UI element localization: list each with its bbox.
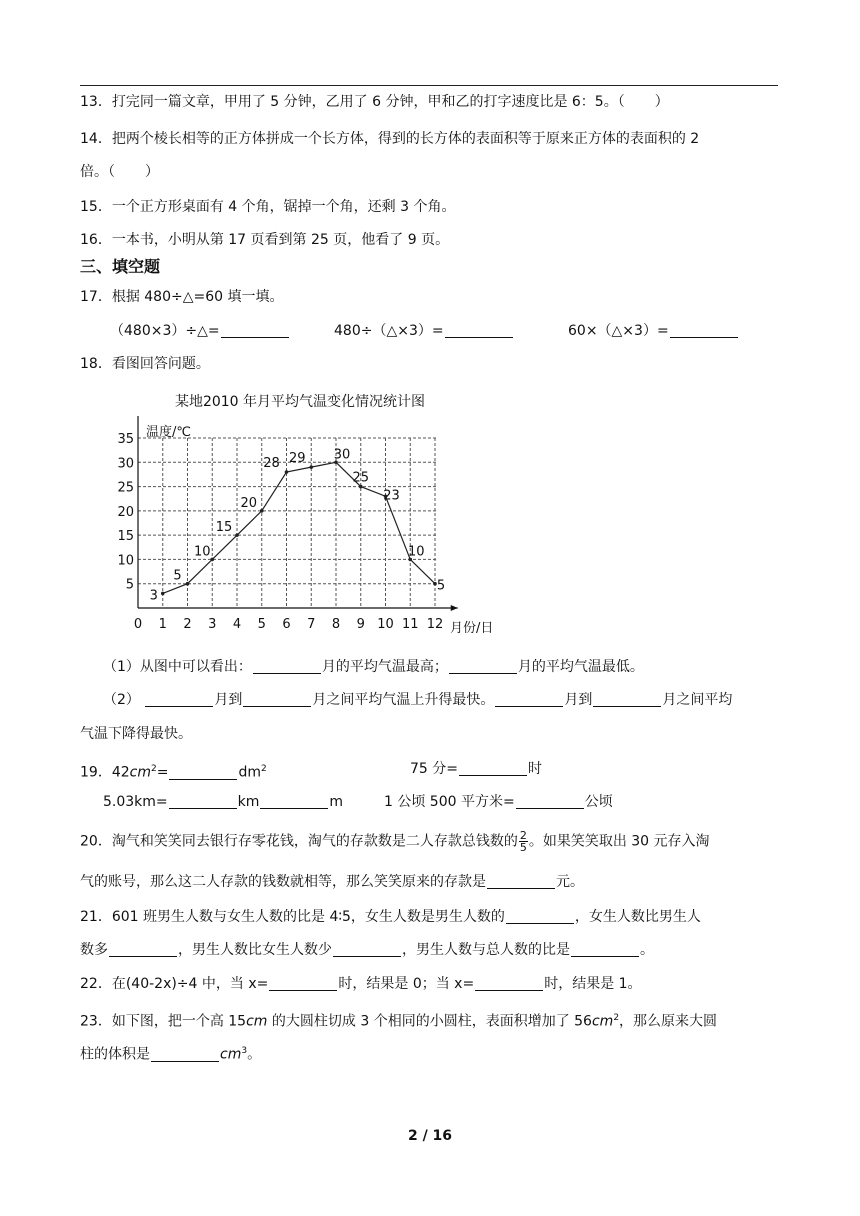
question-19-row2-a xyxy=(103,792,343,812)
text: 月之间平均气温上升得最快。 xyxy=(312,692,495,708)
data-point xyxy=(285,470,289,474)
q18-part-2 xyxy=(103,690,732,710)
question-20-cont xyxy=(80,872,584,892)
unit: cm xyxy=(129,764,151,781)
question-19-row2-b xyxy=(384,792,613,812)
question-number: 18． xyxy=(80,356,112,372)
text: 元。 xyxy=(556,874,584,890)
question-number: 20． xyxy=(80,833,112,850)
question-number: 15． xyxy=(80,199,112,215)
text: 月的平均气温最高； xyxy=(321,659,448,675)
answer-blank[interactable] xyxy=(459,761,527,776)
q17-part-a xyxy=(110,321,290,341)
question-number: 14． xyxy=(80,131,112,147)
q18-part-2-cont xyxy=(80,724,192,744)
text: 时，结果是 0；当 x= xyxy=(338,976,475,992)
data-label: 5 xyxy=(436,578,446,594)
q17-part-b xyxy=(334,321,514,341)
answer-blank[interactable] xyxy=(145,692,213,707)
question-text: 倍。（ xyxy=(80,164,115,180)
page-number: 2 / 16 xyxy=(407,1128,453,1144)
y-tick-label: 20 xyxy=(117,504,134,520)
answer-blank[interactable] xyxy=(670,323,738,338)
y-tick-label: 10 xyxy=(117,553,134,569)
data-point xyxy=(235,533,239,537)
question-17 xyxy=(80,287,284,307)
text: ，男生人数比女生人数少 xyxy=(178,942,332,958)
section-heading: 三、填空题 xyxy=(80,257,161,276)
grid xyxy=(138,438,437,608)
unit: 时 xyxy=(528,761,542,777)
answer-blank[interactable] xyxy=(333,942,401,957)
text: 月的平均气温最低。 xyxy=(517,659,644,675)
text: 75 分= xyxy=(410,761,458,777)
text: 月到 xyxy=(564,692,593,708)
y-tick-label: 15 xyxy=(117,529,134,545)
text: 气的账号，那么这二人存款的钱数就相等，那么笑笑原来的存款是 xyxy=(80,874,486,890)
x-tick-label: 5 xyxy=(257,617,266,632)
expression: （480×3）÷△= xyxy=(110,323,220,339)
data-label: 30 xyxy=(333,447,351,463)
text: 柱的体积是 xyxy=(80,1046,150,1063)
text: 气温下降得最快。 xyxy=(80,726,192,742)
data-point xyxy=(186,582,190,586)
question-text: 根据 480÷△=60 填一填。 xyxy=(111,289,284,305)
question-number: 22． xyxy=(80,976,112,992)
superscript: 2 xyxy=(261,764,267,774)
answer-blank[interactable] xyxy=(571,942,639,957)
answer-blank[interactable] xyxy=(169,794,237,809)
answer-blank[interactable] xyxy=(495,692,563,707)
unit: cm xyxy=(591,1013,614,1030)
series xyxy=(150,447,446,603)
x-tick-label: 1 xyxy=(158,617,167,632)
text: （1）从图中可以看出： xyxy=(103,659,252,675)
text: （2） xyxy=(103,692,140,708)
unit: cm xyxy=(220,1046,242,1063)
question-14-cont xyxy=(80,162,159,182)
unit: 公顷 xyxy=(584,794,613,810)
question-number: 17． xyxy=(80,289,112,305)
x-tick-label: 10 xyxy=(377,617,394,632)
question-21 xyxy=(80,907,701,927)
data-label: 29 xyxy=(288,451,306,467)
data-label: 20 xyxy=(240,495,258,511)
x-tick-label: 11 xyxy=(401,617,419,632)
y-tick-label: 35 xyxy=(117,432,134,447)
x-tick-label: 8 xyxy=(331,617,341,632)
paren-close: ） xyxy=(145,164,159,180)
text: ，女生人数比男生人 xyxy=(574,909,701,925)
answer-blank[interactable] xyxy=(109,942,177,957)
x-tick-label: 7 xyxy=(307,617,316,632)
answer-blank[interactable] xyxy=(475,976,543,991)
series-line xyxy=(163,462,435,593)
text: 月之间平均 xyxy=(662,692,733,708)
top-rule xyxy=(80,85,778,86)
answer-blank[interactable] xyxy=(506,909,574,924)
answer-blank[interactable] xyxy=(449,659,517,674)
x-tick-label: 6 xyxy=(282,617,291,632)
question-number: 19． xyxy=(80,764,112,781)
answer-blank[interactable] xyxy=(445,323,513,338)
question-18 xyxy=(80,354,210,374)
y-tick-label: 25 xyxy=(117,480,134,496)
unit: m xyxy=(329,794,344,810)
answer-blank[interactable] xyxy=(169,765,237,780)
data-label: 3 xyxy=(149,588,158,604)
superscript: 3 xyxy=(241,1046,248,1056)
question-23-cont xyxy=(80,1041,261,1065)
text: 在(40-2x)÷4 中，当 x= xyxy=(111,976,269,992)
question-text: 一本书，小明从第 17 页看到第 25 页，他看了 9 页。 xyxy=(111,232,450,248)
text: 。 xyxy=(640,942,654,958)
answer-blank[interactable] xyxy=(269,976,337,991)
q18-part-1 xyxy=(103,657,644,677)
data-label: 25 xyxy=(352,470,370,486)
answer-blank[interactable] xyxy=(151,1047,219,1062)
text: 月到 xyxy=(214,692,243,708)
numerator: 2 xyxy=(519,829,527,842)
x-axis-label: 月份/日 xyxy=(450,621,494,636)
question-number: 16． xyxy=(80,232,112,248)
x-tick-label: 4 xyxy=(232,617,242,632)
q17-part-c xyxy=(568,321,739,341)
y-tick-label: 5 xyxy=(125,577,134,593)
data-point xyxy=(161,592,165,596)
superscript: 2 xyxy=(151,764,157,774)
y-tick-label: 30 xyxy=(117,456,134,472)
data-label: 5 xyxy=(173,568,182,584)
text: 的大圆柱切成 3 个相同的小圆柱，表面积增加了 56 xyxy=(267,1013,592,1030)
answer-blank[interactable] xyxy=(253,659,321,674)
text: ，那么原来大圆 xyxy=(619,1013,718,1030)
data-label: 10 xyxy=(407,544,425,560)
paren-close: ） xyxy=(654,94,669,110)
question-19-row1-a xyxy=(80,759,267,783)
text: = xyxy=(156,764,169,781)
text: 如下图，把一个高 15 xyxy=(111,1013,247,1030)
fraction xyxy=(519,830,528,853)
answer-blank[interactable] xyxy=(487,874,555,889)
question-14 xyxy=(80,129,699,149)
y-axis-label: 温度/℃ xyxy=(146,425,191,440)
data-point xyxy=(210,558,214,562)
question-text: 打完同一篇文章，甲用了 5 分钟，乙用了 6 分钟，甲和乙的打字速度比是 6：5。（ xyxy=(111,94,625,110)
chart-title: 某地2010 年月平均气温变化情况统计图 xyxy=(174,394,426,410)
question-20 xyxy=(80,830,710,853)
text: 数多 xyxy=(80,942,108,958)
question-19-row1-b xyxy=(410,759,542,779)
text: 。如果笑笑取出 30 元存入淘 xyxy=(528,833,710,850)
text: 1 公顷 500 平方米= xyxy=(384,794,515,810)
x-tick-label: 9 xyxy=(356,617,365,632)
expression: 480÷（△×3）= xyxy=(334,323,444,339)
superscript: 2 xyxy=(613,1013,620,1023)
x-axis-arrow xyxy=(451,605,458,611)
question-13 xyxy=(80,92,669,112)
answer-blank[interactable] xyxy=(221,323,289,338)
answer-blank[interactable] xyxy=(593,692,661,707)
text: 。 xyxy=(247,1046,262,1063)
question-number: 21． xyxy=(80,909,112,925)
text: 601 班男生人数与女生人数的比是 4∶5，女生人数是男生人数的 xyxy=(111,909,505,925)
text: 淘气和笑笑同去银行存零花钱，淘气的存款数是二人存款总钱数的 xyxy=(111,833,518,850)
unit: cm xyxy=(246,1013,268,1030)
question-text: 看图回答问题。 xyxy=(111,356,210,372)
x-tick-label: 2 xyxy=(183,617,192,632)
data-point xyxy=(260,509,264,513)
answer-blank[interactable] xyxy=(516,794,584,809)
unit: km xyxy=(237,794,260,810)
question-23 xyxy=(80,1008,717,1032)
question-number: 13． xyxy=(80,94,112,110)
answer-blank[interactable] xyxy=(243,692,311,707)
text: 时，结果是 1。 xyxy=(544,976,642,992)
x-tick-label: 3 xyxy=(208,617,217,632)
question-16 xyxy=(80,230,449,250)
expression: 60×（△×3）= xyxy=(568,323,669,339)
data-label: 10 xyxy=(193,544,211,560)
x-tick-label: 12 xyxy=(426,617,444,632)
text: 5.03km= xyxy=(103,794,168,810)
x-tick-label: 0 xyxy=(133,617,143,632)
text: ，男生人数与总人数的比是 xyxy=(402,942,570,958)
question-text: 把两个棱长相等的正方体拼成一个长方体，得到的长方体的表面积等于原来正方体的表面积的 2 xyxy=(111,131,700,147)
text: 42 xyxy=(111,764,130,781)
temperature-line-chart xyxy=(117,382,510,636)
data-label: 28 xyxy=(263,456,280,471)
question-21-cont xyxy=(80,940,654,960)
question-number: 23． xyxy=(80,1013,112,1030)
question-15 xyxy=(80,197,455,217)
answer-blank[interactable] xyxy=(260,794,328,809)
data-label: 15 xyxy=(215,520,233,536)
data-label: 23 xyxy=(383,488,400,504)
question-22 xyxy=(80,974,642,994)
question-text: 一个正方形桌面有 4 个角，锯掉一个角，还剩 3 个角。 xyxy=(111,199,456,215)
unit: dm xyxy=(238,764,261,781)
denominator: 5 xyxy=(519,841,527,854)
data-point xyxy=(309,465,313,469)
